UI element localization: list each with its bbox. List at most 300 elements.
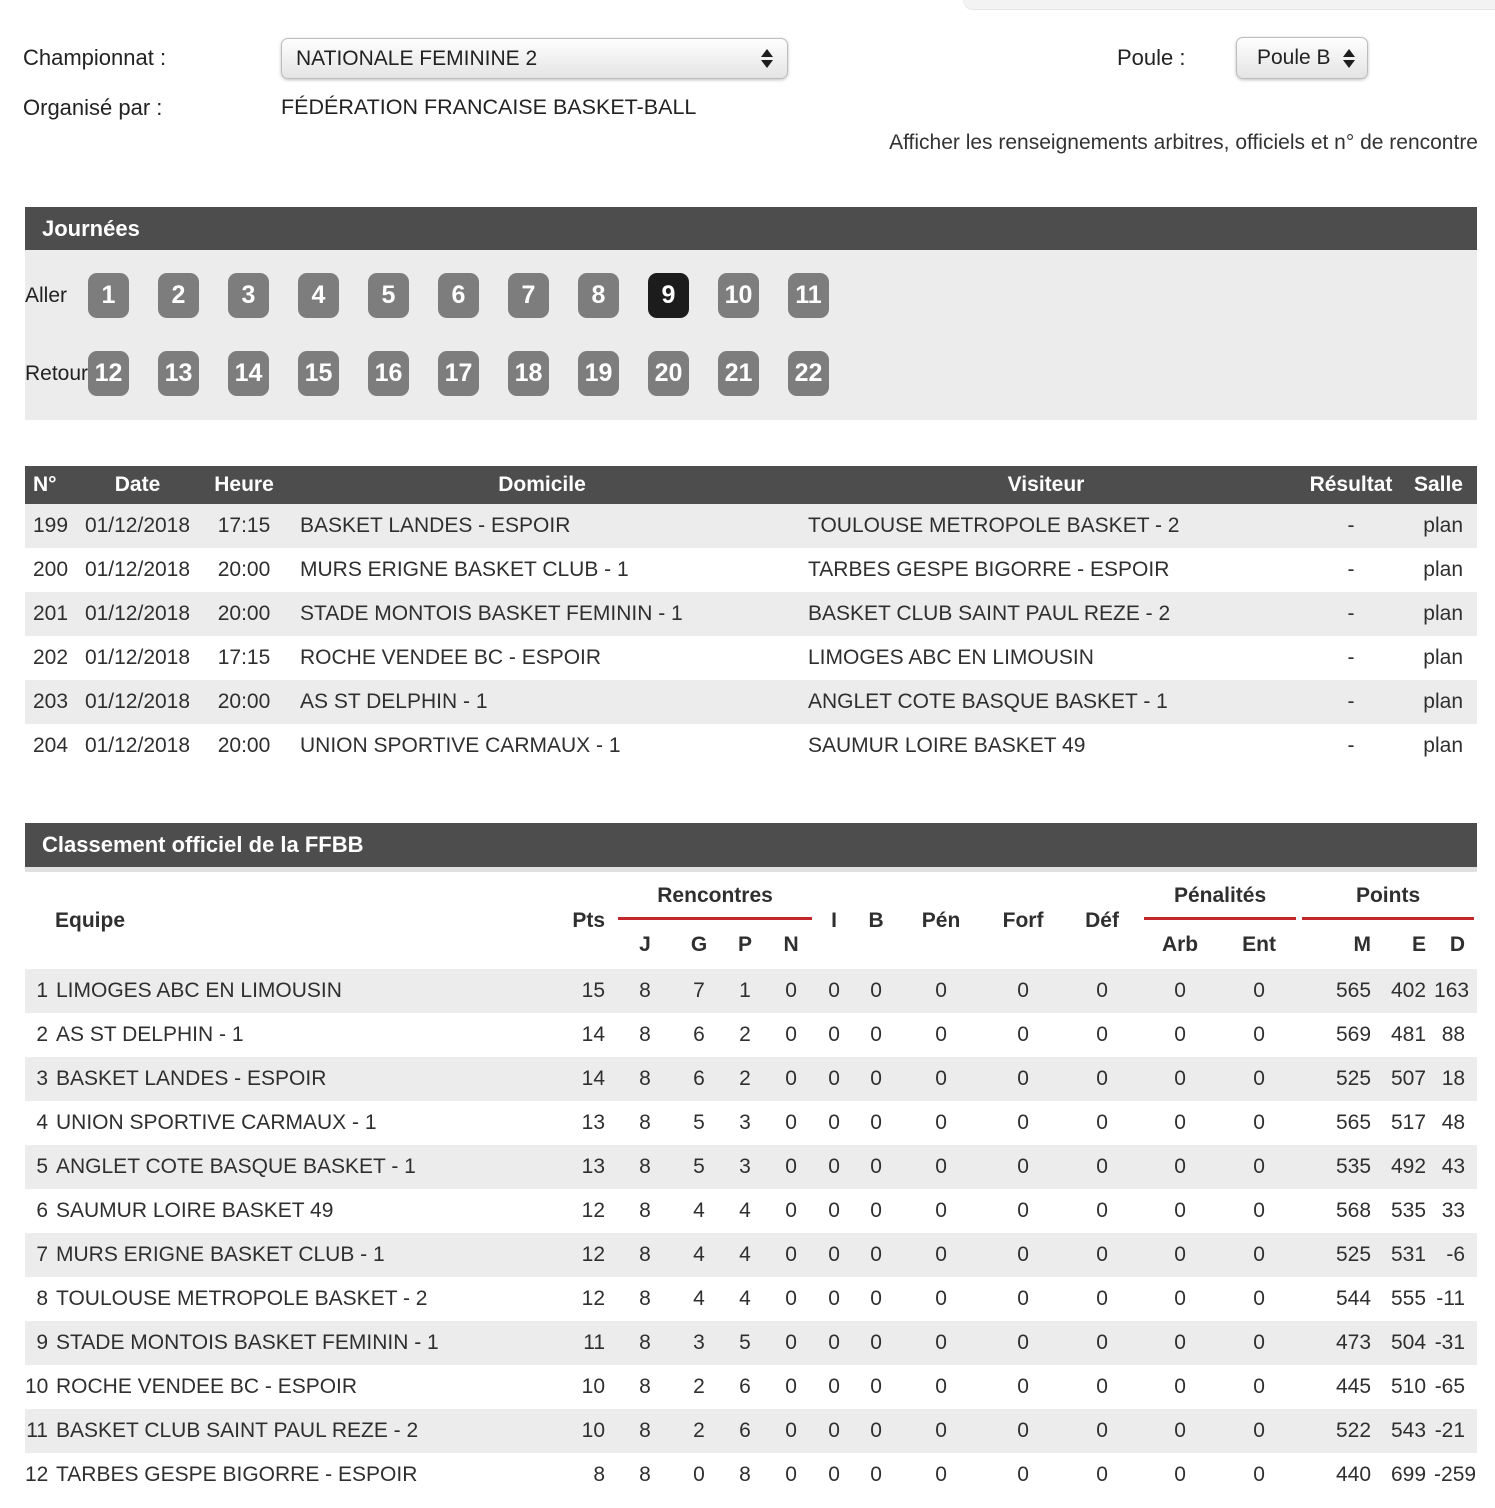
rank-cell: 2 [36,1023,48,1046]
def-cell: 0 [1096,1023,1108,1046]
pen-cell: 0 [935,1375,947,1398]
def-cell: 0 [1096,1155,1108,1178]
pts-cell: 13 [581,1155,606,1178]
d-cell: -11 [1436,1287,1466,1310]
j-cell: 8 [639,1111,651,1134]
n-cell: 0 [785,1463,797,1486]
p-cell: 2 [739,1067,751,1090]
pen-cell: 0 [935,1419,947,1442]
col-m: M [1299,920,1379,969]
match-home-cell: BASKET LANDES - ESPOIR [300,514,571,537]
j-cell: 8 [639,979,651,1002]
ent-cell: 0 [1253,1199,1265,1222]
journee-button[interactable]: 9 [648,273,689,318]
salle-plan-link[interactable]: plan [1423,690,1463,713]
g-cell: 4 [693,1199,705,1222]
match-number-cell: 203 [33,690,69,713]
match-row [25,724,1477,768]
p-cell: 5 [739,1331,751,1354]
e-cell: 481 [1391,1023,1427,1046]
b-cell: 0 [870,1375,882,1398]
pts-cell: 8 [593,1463,606,1486]
match-col-date: Date [114,473,161,496]
m-cell: 535 [1336,1155,1372,1178]
e-cell: 510 [1391,1375,1427,1398]
match-time-cell: 20:00 [217,690,271,713]
pen-cell: 0 [935,1155,947,1178]
g-cell: 6 [693,1023,705,1046]
n-cell: 0 [785,1375,797,1398]
journees-body [25,250,1477,420]
pen-cell: 0 [935,1111,947,1134]
forf-cell: 0 [1017,1331,1029,1354]
col-j: J [615,920,675,969]
match-number-cell: 202 [33,646,69,669]
pts-cell: 14 [581,1023,606,1046]
classement-panel-title: Classement officiel de la FFBB [25,823,1477,867]
p-cell: 4 [739,1243,751,1266]
aller-label: Aller [25,283,68,307]
team-cell: TOULOUSE METROPOLE BASKET - 2 [56,1287,428,1310]
def-cell: 0 [1096,1199,1108,1222]
journee-button[interactable]: 13 [158,351,199,396]
journee-button[interactable]: 3 [228,273,269,318]
b-cell: 0 [870,1419,882,1442]
journee-button[interactable]: 20 [648,351,689,396]
match-col-salle: Salle [1413,473,1463,496]
rank-cell: 4 [36,1111,48,1134]
def-cell: 0 [1096,1331,1108,1354]
journee-button[interactable]: 4 [298,273,339,318]
i-cell: 0 [828,1155,840,1178]
ent-cell: 0 [1253,1155,1265,1178]
m-cell: 569 [1336,1023,1372,1046]
arb-cell: 0 [1174,1375,1186,1398]
match-number-cell: 200 [33,558,69,581]
retour-buttons [88,351,858,396]
e-cell: 492 [1391,1155,1427,1178]
arb-cell: 0 [1174,1463,1186,1486]
col-forf: Forf [983,872,1063,969]
match-col-domicile: Domicile [498,473,586,496]
journee-button[interactable]: 16 [368,351,409,396]
match-result-cell: - [1347,558,1355,581]
group-points: Points [1299,872,1477,920]
j-cell: 8 [639,1155,651,1178]
n-cell: 0 [785,1419,797,1442]
journee-button[interactable]: 19 [578,351,619,396]
salle-plan-link[interactable]: plan [1423,514,1463,537]
col-d: D [1434,920,1477,969]
def-cell: 0 [1096,1243,1108,1266]
p-cell: 4 [739,1199,751,1222]
e-cell: 535 [1391,1199,1427,1222]
team-cell: LIMOGES ABC EN LIMOUSIN [56,979,342,1002]
i-cell: 0 [828,1375,840,1398]
b-cell: 0 [870,1111,882,1134]
n-cell: 0 [785,1155,797,1178]
ent-cell: 0 [1253,1375,1265,1398]
arb-cell: 0 [1174,979,1186,1002]
journee-button[interactable]: 22 [788,351,829,396]
b-cell: 0 [870,1023,882,1046]
pts-cell: 11 [583,1331,606,1354]
match-time-cell: 17:15 [217,514,271,537]
pen-cell: 0 [935,1463,947,1486]
i-cell: 0 [828,1023,840,1046]
match-home-cell: STADE MONTOIS BASKET FEMININ - 1 [300,602,683,625]
g-cell: 5 [693,1111,705,1134]
rank-cell: 7 [36,1243,48,1266]
match-time-cell: 20:00 [217,558,271,581]
arb-cell: 0 [1174,1331,1186,1354]
pts-cell: 14 [581,1067,606,1090]
n-cell: 0 [785,1199,797,1222]
arb-cell: 0 [1174,1155,1186,1178]
def-cell: 0 [1096,1375,1108,1398]
forf-cell: 0 [1017,1419,1029,1442]
pts-cell: 15 [581,979,606,1002]
rank-cell: 3 [36,1067,48,1090]
standings-row [25,1101,1477,1145]
m-cell: 565 [1336,979,1372,1002]
col-arb: Arb [1141,920,1219,969]
j-cell: 8 [639,1419,651,1442]
team-cell: ANGLET COTE BASQUE BASKET - 1 [56,1155,416,1178]
g-cell: 7 [693,979,705,1002]
j-cell: 8 [639,1287,651,1310]
journee-button[interactable]: 18 [508,351,549,396]
pen-cell: 0 [935,1287,947,1310]
rank-cell: 1 [36,979,48,1002]
b-cell: 0 [870,1287,882,1310]
n-cell: 0 [785,1243,797,1266]
def-cell: 0 [1096,1419,1108,1442]
d-cell: 43 [1441,1155,1466,1178]
journees-panel [25,207,1477,420]
standings-row [25,1057,1477,1101]
organise-par-label: Organisé par : [23,95,163,120]
d-cell: 48 [1441,1111,1466,1134]
journee-button[interactable]: 10 [718,273,759,318]
match-date-cell: 01/12/2018 [84,690,191,713]
team-cell: AS ST DELPHIN - 1 [56,1023,244,1046]
group-rencontres: Rencontres [615,872,815,920]
e-cell: 543 [1391,1419,1427,1442]
match-row [25,636,1477,680]
i-cell: 0 [828,1111,840,1134]
i-cell: 0 [828,1287,840,1310]
n-cell: 0 [785,1287,797,1310]
salle-plan-link[interactable]: plan [1423,646,1463,669]
journee-button[interactable]: 8 [578,273,619,318]
match-col-heure: Heure [214,473,274,496]
i-cell: 0 [828,1243,840,1266]
def-cell: 0 [1096,1111,1108,1134]
rank-cell: 8 [36,1287,48,1310]
d-cell: -259 [1434,1463,1477,1486]
pen-cell: 0 [935,1199,947,1222]
def-cell: 0 [1096,1463,1108,1486]
journee-button[interactable]: 17 [438,351,479,396]
col-n: N [767,920,815,969]
n-cell: 0 [785,1023,797,1046]
arb-cell: 0 [1174,1067,1186,1090]
championnat-label: Championnat : [23,45,167,70]
match-time-cell: 20:00 [217,734,271,757]
g-cell: 5 [693,1155,705,1178]
pen-cell: 0 [935,1023,947,1046]
pts-cell: 12 [581,1199,606,1222]
forf-cell: 0 [1017,1243,1029,1266]
p-cell: 8 [739,1463,751,1486]
match-date-cell: 01/12/2018 [84,734,191,757]
g-cell: 4 [693,1287,705,1310]
poule-label: Poule : [1117,45,1186,70]
standings-row [25,1453,1477,1497]
i-cell: 0 [828,979,840,1002]
forf-cell: 0 [1017,1375,1029,1398]
match-number-cell: 199 [33,514,69,537]
match-row [25,592,1477,636]
match-home-cell: UNION SPORTIVE CARMAUX - 1 [300,734,621,757]
standings-row [25,1365,1477,1409]
match-col-visiteur: Visiteur [1007,473,1085,496]
n-cell: 0 [785,979,797,1002]
select-arrows-icon [761,49,773,68]
match-date-cell: 01/12/2018 [84,514,191,537]
pts-cell: 12 [581,1287,606,1310]
arb-cell: 0 [1174,1111,1186,1134]
ent-cell: 0 [1253,1111,1265,1134]
col-p: P [723,920,767,969]
d-cell: -65 [1434,1375,1466,1398]
standings-row [25,1233,1477,1277]
col-pen: Pén [899,872,983,969]
match-result-cell: - [1347,514,1355,537]
match-date-cell: 01/12/2018 [84,646,191,669]
g-cell: 3 [693,1331,705,1354]
journee-button[interactable]: 11 [788,273,829,318]
standings-row [25,1145,1477,1189]
journee-button[interactable]: 12 [88,351,129,396]
championnat-select[interactable] [281,38,788,79]
def-cell: 0 [1096,1067,1108,1090]
team-cell: ROCHE VENDEE BC - ESPOIR [56,1375,358,1398]
p-cell: 4 [739,1287,751,1310]
def-cell: 0 [1096,979,1108,1002]
g-cell: 6 [693,1067,705,1090]
e-cell: 531 [1391,1243,1427,1266]
journee-button[interactable]: 1 [88,273,129,318]
col-b: B [853,872,899,969]
b-cell: 0 [870,1067,882,1090]
standings-row [25,969,1477,1013]
m-cell: 440 [1336,1463,1372,1486]
team-cell: UNION SPORTIVE CARMAUX - 1 [56,1111,377,1134]
g-cell: 0 [693,1463,705,1486]
standings-table [25,872,1477,1497]
pts-cell: 12 [581,1243,606,1266]
forf-cell: 0 [1017,1463,1029,1486]
n-cell: 0 [785,1111,797,1134]
d-cell: 18 [1441,1067,1466,1090]
rank-cell: 11 [26,1419,48,1442]
match-visitor-cell: ANGLET COTE BASQUE BASKET - 1 [808,690,1168,713]
journee-button[interactable]: 2 [158,273,199,318]
team-cell: BASKET CLUB SAINT PAUL REZE - 2 [56,1419,419,1442]
pen-cell: 0 [935,1243,947,1266]
standings-row [25,1189,1477,1233]
m-cell: 525 [1336,1067,1372,1090]
ent-cell: 0 [1253,1463,1265,1486]
d-cell: 33 [1441,1199,1466,1222]
p-cell: 1 [739,979,751,1002]
b-cell: 0 [870,1331,882,1354]
j-cell: 8 [639,1375,651,1398]
forf-cell: 0 [1017,1023,1029,1046]
j-cell: 8 [639,1243,651,1266]
m-cell: 445 [1336,1375,1372,1398]
m-cell: 473 [1336,1331,1372,1354]
ent-cell: 0 [1253,979,1265,1002]
e-cell: 699 [1391,1463,1427,1486]
officials-link[interactable]: Afficher les renseignements arbitres, officiels et n° de rencontre [889,131,1478,154]
d-cell: -31 [1434,1331,1466,1354]
match-row [25,680,1477,724]
j-cell: 8 [639,1331,651,1354]
col-ent: Ent [1219,920,1299,969]
ent-cell: 0 [1253,1023,1265,1046]
pen-cell: 0 [935,1067,947,1090]
aller-buttons [88,273,858,318]
match-visitor-cell: SAUMUR LOIRE BASKET 49 [808,734,1086,757]
n-cell: 0 [785,1067,797,1090]
match-home-cell: MURS ERIGNE BASKET CLUB - 1 [300,558,629,581]
arb-cell: 0 [1174,1199,1186,1222]
i-cell: 0 [828,1199,840,1222]
col-pts: Pts [555,872,615,969]
forf-cell: 0 [1017,1111,1029,1134]
journee-button[interactable]: 15 [298,351,339,396]
journees-panel-title: Journées [25,207,1477,250]
standings-row [25,1013,1477,1057]
n-cell: 0 [785,1331,797,1354]
standings-header-row-1 [25,872,1477,920]
b-cell: 0 [870,1243,882,1266]
m-cell: 525 [1336,1243,1372,1266]
col-g: G [675,920,723,969]
match-time-cell: 20:00 [217,602,271,625]
match-result-cell: - [1347,690,1355,713]
match-home-cell: AS ST DELPHIN - 1 [300,690,488,713]
p-cell: 6 [739,1375,751,1398]
rank-cell: 12 [25,1463,49,1486]
match-result-cell: - [1347,734,1355,757]
m-cell: 544 [1336,1287,1372,1310]
i-cell: 0 [828,1067,840,1090]
match-home-cell: ROCHE VENDEE BC - ESPOIR [300,646,602,669]
team-cell: MURS ERIGNE BASKET CLUB - 1 [56,1243,385,1266]
match-col-resultat: Résultat [1309,473,1393,496]
rank-cell: 10 [25,1375,49,1398]
match-visitor-cell: BASKET CLUB SAINT PAUL REZE - 2 [808,602,1171,625]
p-cell: 3 [739,1111,751,1134]
i-cell: 0 [828,1331,840,1354]
standings-row [25,1321,1477,1365]
ent-cell: 0 [1253,1287,1265,1310]
b-cell: 0 [870,1199,882,1222]
j-cell: 8 [639,1199,651,1222]
salle-plan-link[interactable]: plan [1423,602,1463,625]
ent-cell: 0 [1253,1331,1265,1354]
salle-plan-link[interactable]: plan [1423,734,1463,757]
m-cell: 568 [1336,1199,1372,1222]
championnat-select-value: NATIONALE FEMININE 2 [296,46,538,70]
arb-cell: 0 [1174,1287,1186,1310]
journee-button[interactable]: 14 [228,351,269,396]
match-date-cell: 01/12/2018 [84,602,191,625]
match-col-num: N° [33,473,57,496]
d-cell: 88 [1441,1023,1466,1046]
p-cell: 2 [739,1023,751,1046]
select-arrows-icon [1343,49,1355,68]
j-cell: 8 [639,1023,651,1046]
pen-cell: 0 [935,1331,947,1354]
match-visitor-cell: TOULOUSE METROPOLE BASKET - 2 [808,514,1180,537]
j-cell: 8 [639,1067,651,1090]
pen-cell: 0 [935,979,947,1002]
team-cell: STADE MONTOIS BASKET FEMININ - 1 [56,1331,439,1354]
standings-row [25,1409,1477,1453]
e-cell: 507 [1391,1067,1427,1090]
rank-cell: 6 [36,1199,48,1222]
matches-table [25,466,1477,768]
match-number-cell: 201 [33,602,69,625]
match-row [25,548,1477,592]
d-cell: -21 [1434,1419,1466,1442]
match-row [25,504,1477,548]
j-cell: 8 [639,1463,651,1486]
forf-cell: 0 [1017,1287,1029,1310]
col-def: Déf [1063,872,1141,969]
rank-cell: 5 [36,1155,48,1178]
b-cell: 0 [870,1463,882,1486]
match-visitor-cell: TARBES GESPE BIGORRE - ESPOIR [808,558,1170,581]
e-cell: 555 [1391,1287,1427,1310]
e-cell: 517 [1391,1111,1427,1134]
forf-cell: 0 [1017,979,1029,1002]
journee-button[interactable]: 5 [368,273,409,318]
journee-button[interactable]: 6 [438,273,479,318]
journee-button[interactable]: 7 [508,273,549,318]
poule-select[interactable] [1236,37,1368,79]
match-result-cell: - [1347,602,1355,625]
salle-plan-link[interactable]: plan [1423,558,1463,581]
m-cell: 522 [1336,1419,1372,1442]
g-cell: 4 [693,1243,705,1266]
page-header [0,0,1495,207]
team-cell: TARBES GESPE BIGORRE - ESPOIR [56,1463,418,1486]
arb-cell: 0 [1174,1243,1186,1266]
e-cell: 402 [1391,979,1427,1002]
ent-cell: 0 [1253,1419,1265,1442]
p-cell: 6 [739,1419,751,1442]
def-cell: 0 [1096,1287,1108,1310]
matches-header-row [25,466,1477,504]
forf-cell: 0 [1017,1067,1029,1090]
journee-button[interactable]: 21 [718,351,759,396]
